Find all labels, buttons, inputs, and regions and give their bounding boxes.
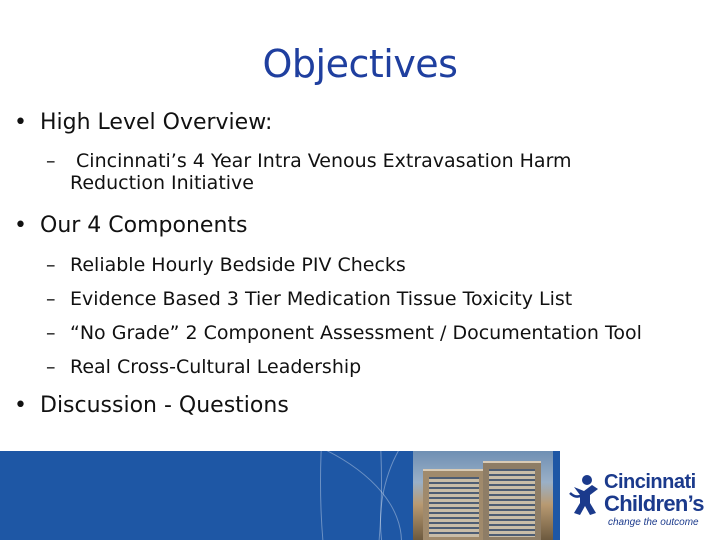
sub-bullet-piv-checks [46,254,406,276]
sub-dash: – [46,254,56,276]
sub-bullet-initiative [46,150,646,194]
sub-text: “No Grade” 2 Component Assessment / Documentation Tool [70,322,642,344]
sub-bullet-toxicity-list [46,288,572,310]
sub-dash: – [46,150,56,172]
slide-title: Objectives [262,42,458,86]
logo-tagline: change the outcome [608,517,699,528]
sub-text-line2: Reduction Initiative [70,172,254,194]
sub-text: Evidence Based 3 Tier Medication Tissue Toxicity List [70,288,573,310]
bullet-text: High Level Overview: [40,110,273,135]
bullet-dot: • [14,213,27,238]
sub-text-line1: Cincinnati’s 4 Year Intra Venous Extravasation Harm [70,150,572,172]
logo-name-line2: Children’s [604,491,704,516]
sub-bullet-leadership [46,356,361,378]
bullet-high-level-overview [14,110,272,135]
bullet-dot: • [14,110,27,135]
bullet-discussion-questions [14,393,289,418]
sub-text: Reliable Hourly Bedside PIV Checks [70,254,406,276]
child-figure-icon [568,473,602,517]
building-windows [489,469,535,537]
cincinnati-childrens-logo [568,465,718,537]
hospital-building-photo [413,451,553,540]
building-windows [429,477,479,537]
sub-bullet-assessment-tool [46,322,642,344]
sub-dash: – [46,322,56,344]
bullet-text: Discussion - Questions [40,393,289,418]
bullet-dot: • [14,393,27,418]
decorative-arc [320,451,382,540]
logo-name-line1: Cincinnati [604,471,696,493]
bullet-our-4-components [14,213,247,238]
bullet-text: Our 4 Components [40,213,248,238]
sub-dash: – [46,288,56,310]
sub-dash: – [46,356,56,378]
sub-text: Real Cross-Cultural Leadership [70,356,362,378]
